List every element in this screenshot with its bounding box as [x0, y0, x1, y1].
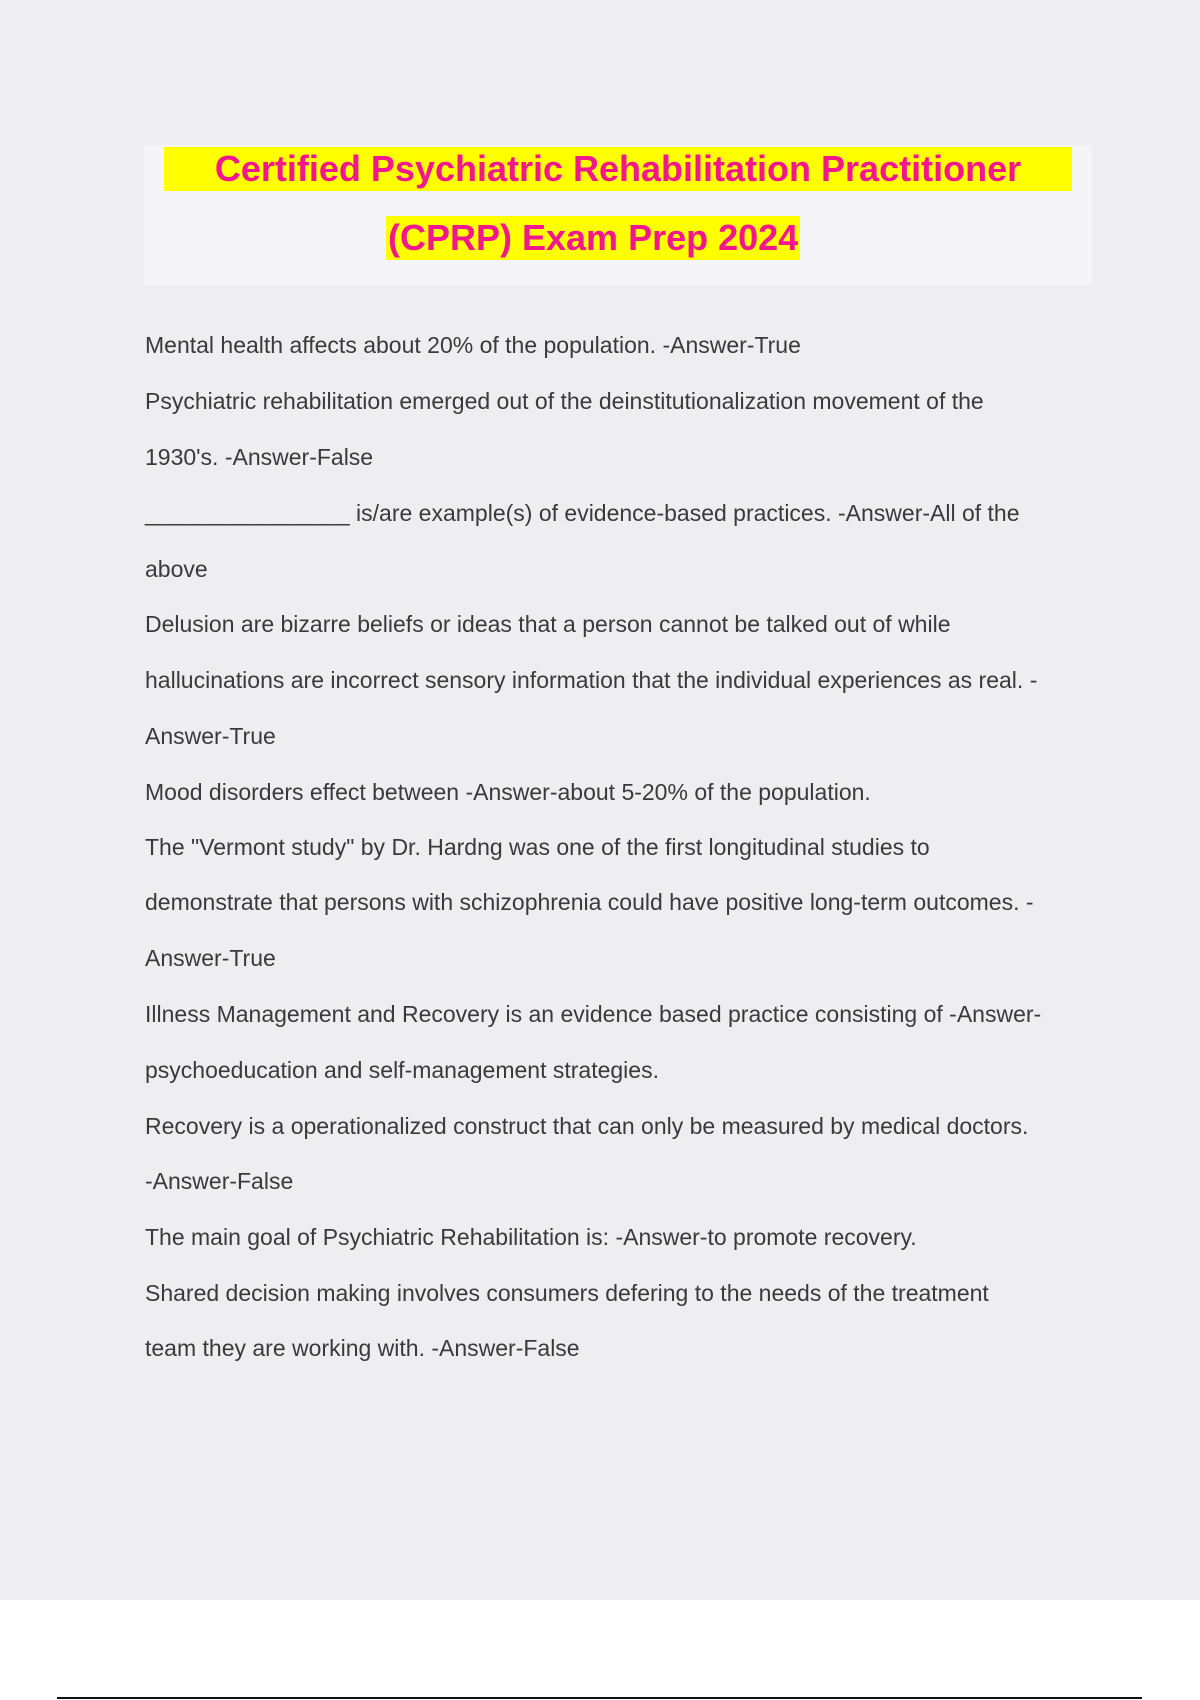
- text-line: The main goal of Psychiatric Rehabilitation is: -Answer-to promote recovery.: [145, 1224, 917, 1250]
- text-line: Answer-True: [145, 945, 276, 971]
- text-line: Shared decision making involves consumers defering to the needs of the treatment: [145, 1280, 989, 1306]
- document-title-line-2: (CPRP) Exam Prep 2024: [388, 217, 799, 258]
- text-line: ________________ is/are example(s) of evidence-based practices. -Answer-All of the: [145, 500, 1020, 526]
- text-line: The "Vermont study" by Dr. Hardng was one of the first longitudinal studies to: [145, 834, 930, 860]
- page-divider: [57, 1697, 1142, 1699]
- title-block: [144, 145, 1092, 285]
- text-line: above: [145, 556, 208, 582]
- text-line: demonstrate that persons with schizophrenia could have positive long-term outcomes. -: [145, 889, 1034, 915]
- document-title-line-1: Certified Psychiatric Rehabilitation Practitioner: [164, 147, 1072, 191]
- text-line: Delusion are bizarre beliefs or ideas that a person cannot be talked out of while: [145, 611, 951, 637]
- text-line: team they are working with. -Answer-False: [145, 1335, 580, 1361]
- text-line: Mental health affects about 20% of the population. -Answer-True: [145, 332, 801, 358]
- text-line: Illness Management and Recovery is an evidence based practice consisting of -Answer-: [145, 1001, 1042, 1027]
- text-line: psychoeducation and self-management strategies.: [145, 1057, 659, 1083]
- text-line: Answer-True: [145, 723, 276, 749]
- text-line: -Answer-False: [145, 1168, 294, 1194]
- text-line: 1930's. -Answer-False: [145, 444, 374, 470]
- text-line: Psychiatric rehabilitation emerged out of the deinstitutionalization movement of the: [145, 388, 984, 414]
- text-line: hallucinations are incorrect sensory information that the individual experiences as real. -: [145, 667, 1038, 693]
- text-line: Mood disorders effect between -Answer-about 5-20% of the population.: [145, 779, 871, 805]
- text-line: Recovery is a operationalized construct that can only be measured by medical doctors.: [145, 1113, 1029, 1139]
